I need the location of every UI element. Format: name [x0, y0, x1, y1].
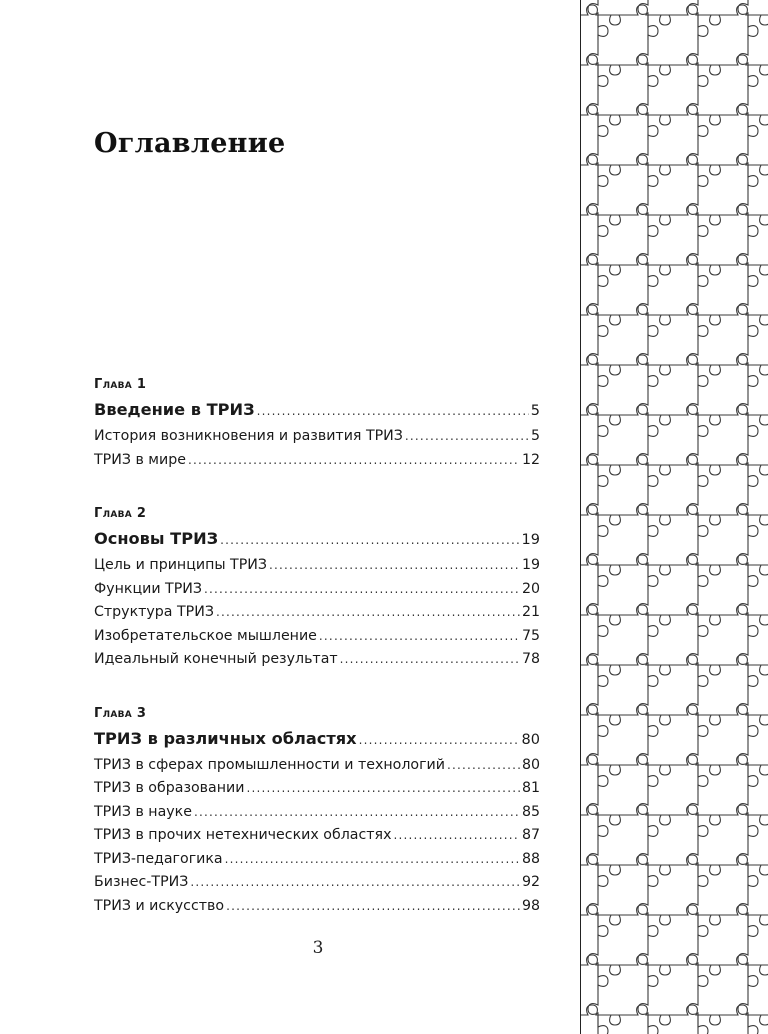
toc-heading-label: ТРИЗ в различных областях	[94, 728, 357, 748]
toc-page-number: 80	[521, 731, 540, 748]
toc-entry-label: Функции ТРИЗ	[94, 580, 202, 597]
toc-entry[interactable]	[94, 801, 540, 825]
toc-entry[interactable]	[94, 895, 540, 919]
chapter-label: Глава 1	[94, 377, 147, 392]
toc-entry-label: ТРИЗ в образовании	[94, 780, 245, 796]
chapter-label: Глава 2	[94, 506, 147, 521]
toc-entry[interactable]	[94, 754, 540, 778]
toc-entry[interactable]	[94, 625, 540, 649]
toc-page-number: 21	[521, 604, 540, 620]
toc-entry-label: Структура ТРИЗ	[94, 604, 214, 620]
toc-entry[interactable]	[94, 777, 540, 801]
toc-entry-label: Бизнес-ТРИЗ	[94, 874, 189, 890]
toc-entry[interactable]	[94, 554, 540, 578]
toc-entry-label: ТРИЗ в мире	[94, 451, 186, 468]
toc-heading-label: Основы ТРИЗ	[94, 529, 219, 548]
chapter-3	[94, 705, 540, 919]
toc-entry-label: Идеальный конечный результат	[94, 651, 338, 667]
toc-entry[interactable]	[94, 871, 540, 895]
toc-entry-label: ТРИЗ в прочих нетехнических областях	[94, 827, 392, 843]
toc-entry[interactable]	[94, 848, 540, 872]
toc-page-number: 19	[521, 532, 540, 548]
toc-page-number: 19	[521, 557, 540, 573]
toc-entry[interactable]	[94, 425, 540, 449]
toc-entry[interactable]	[94, 601, 540, 625]
toc-page-number: 92	[521, 874, 540, 890]
toc-entry-label: Цель и принципы ТРИЗ	[94, 557, 267, 573]
toc-page-number: 81	[521, 780, 540, 796]
chapter-1	[94, 376, 540, 472]
table-of-contents	[94, 376, 540, 951]
toc-entry-label: ТРИЗ в сферах промышленности и технологий	[94, 756, 445, 773]
toc-entry[interactable]	[94, 824, 540, 848]
toc-page-number: 87	[521, 827, 540, 843]
toc-page-number: 20	[521, 580, 540, 597]
chapter-label: Глава 3	[94, 705, 147, 721]
toc-page-number: 78	[521, 651, 540, 667]
toc-page-number: 75	[521, 627, 540, 644]
toc-heading-label: Введение в ТРИЗ	[94, 400, 255, 419]
toc-entry[interactable]	[94, 578, 540, 602]
toc-entry-label: ТРИЗ и искусство	[94, 897, 225, 914]
toc-page-number: 80	[521, 756, 540, 773]
toc-entry[interactable]	[94, 648, 540, 672]
toc-chapter-heading[interactable]	[94, 396, 540, 423]
toc-page-number: 88	[521, 850, 540, 867]
page-number: 3	[312, 938, 324, 958]
toc-entry-label: История возникновения и развития ТРИЗ	[94, 428, 403, 444]
toc-chapter-heading[interactable]	[94, 725, 540, 752]
toc-entry-label: ТРИЗ-педагогика	[94, 850, 223, 867]
chapter-2	[94, 505, 540, 672]
toc-page-number: 5	[530, 428, 540, 444]
toc-page-number: 12	[521, 451, 540, 468]
toc-entry[interactable]	[94, 449, 540, 473]
toc-entry-label: Изобретательское мышление	[94, 627, 317, 644]
toc-page-number: 5	[530, 403, 540, 419]
toc-chapter-heading[interactable]	[94, 525, 540, 552]
toc-page-number: 98	[521, 897, 540, 914]
toc-entry-label: ТРИЗ в науке	[94, 803, 192, 820]
page-title: Оглавление	[94, 128, 286, 159]
puzzle-pattern-icon	[581, 0, 768, 1034]
toc-page-number: 85	[521, 803, 540, 820]
puzzle-pattern-panel	[580, 0, 768, 1034]
